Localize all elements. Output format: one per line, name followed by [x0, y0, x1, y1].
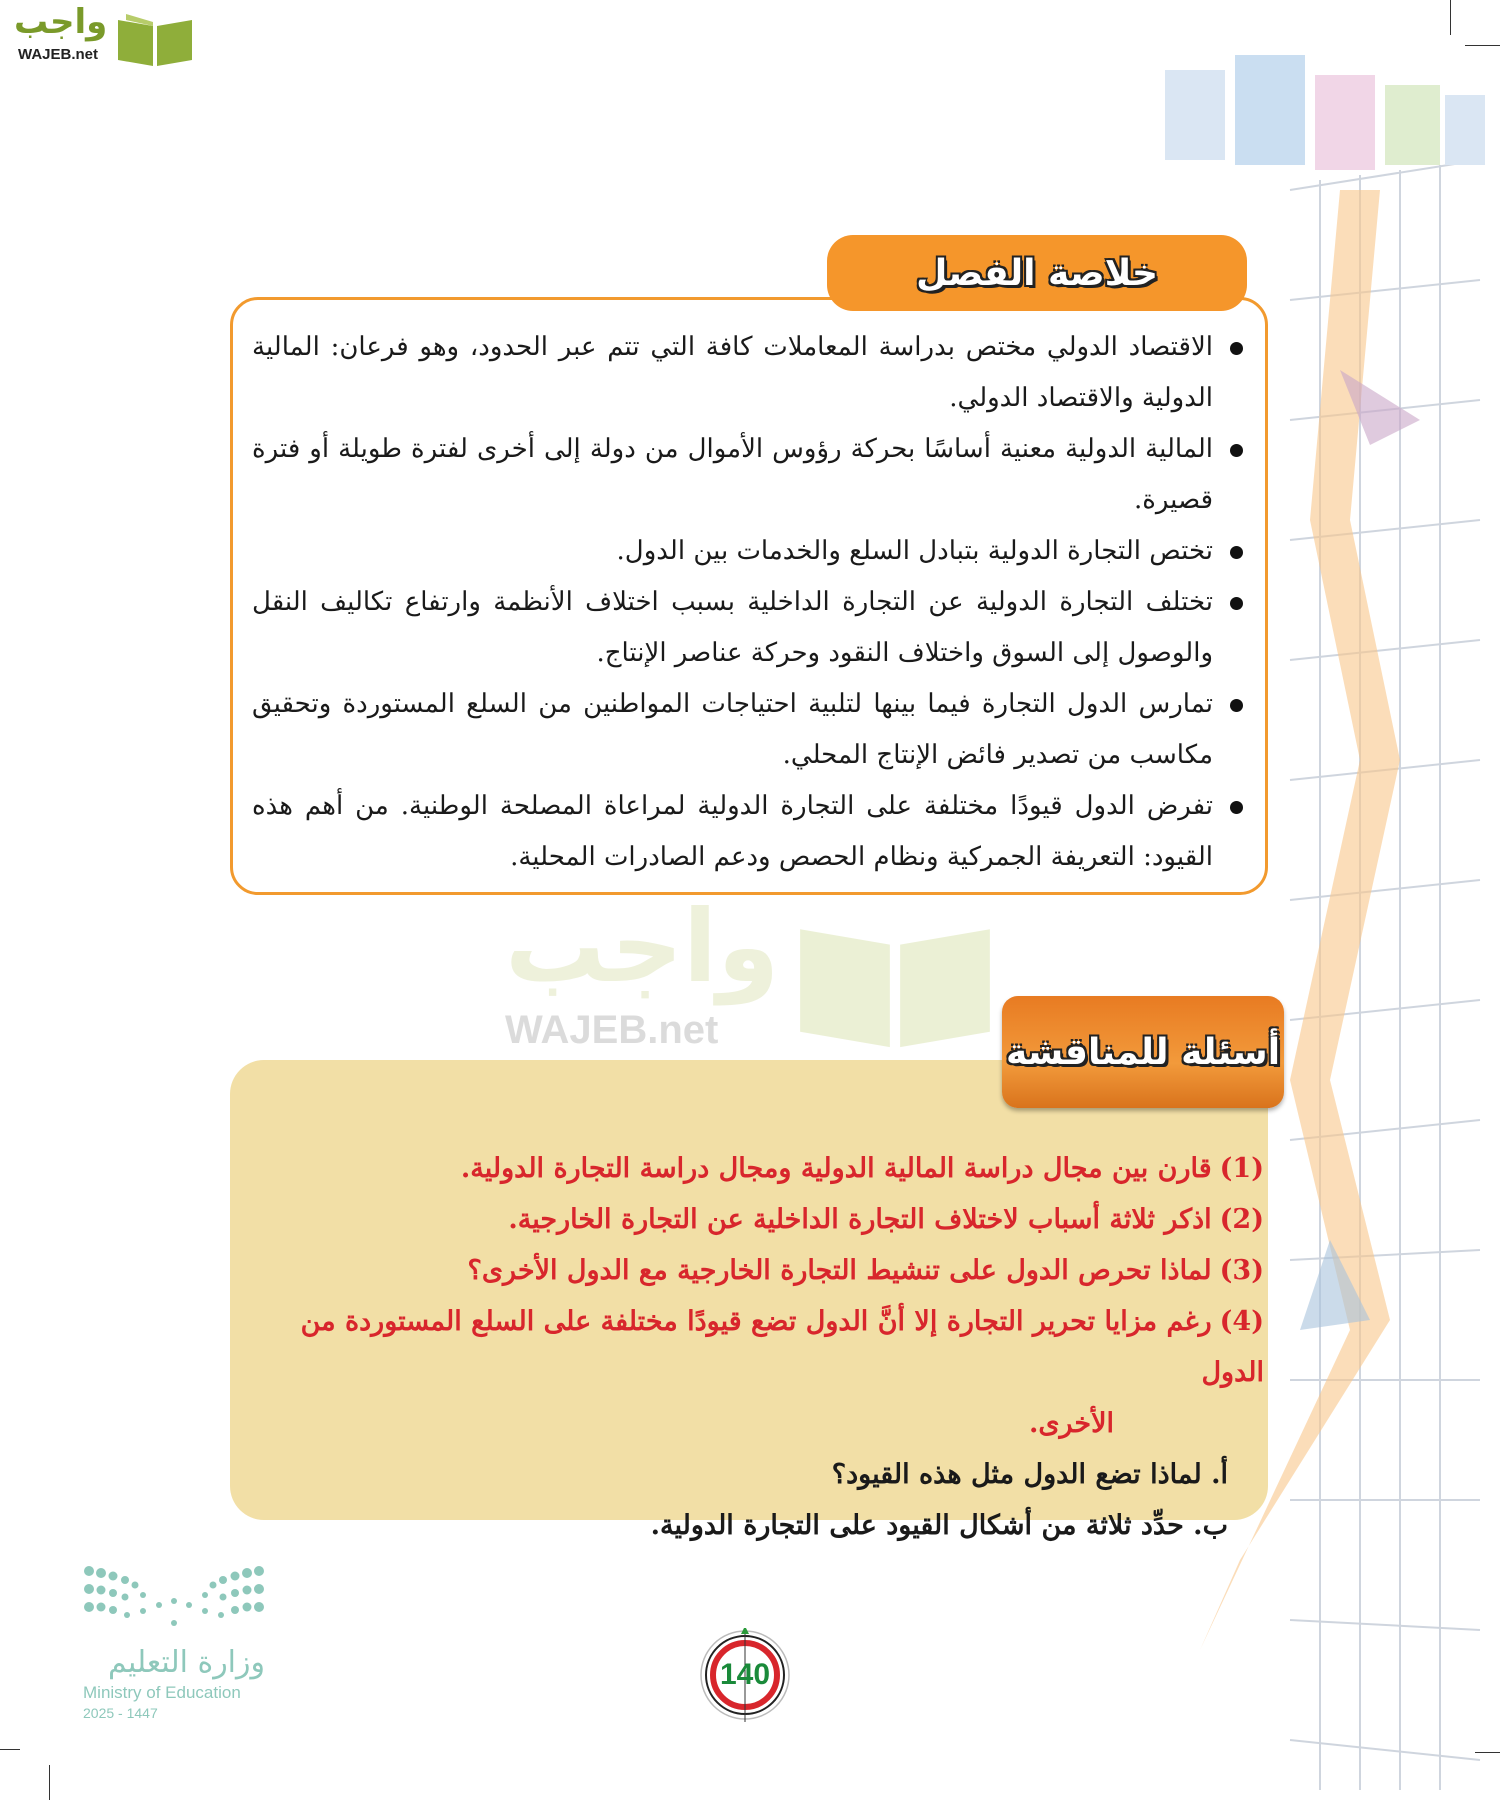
discussion-questions: [244, 1143, 1264, 1551]
question-text: لماذا تحرص الدول على تنشيط التجارة الخارجية مع الدول الأخرى؟: [467, 1255, 1212, 1286]
question-text: قارن بين مجال دراسة المالية الدولية ومجال دراسة التجارة الدولية.: [460, 1153, 1212, 1184]
question-text: اذكر ثلاثة أسباب لاختلاف التجارة الداخلية عن التجارة الخارجية.: [508, 1204, 1212, 1235]
summary-list: [252, 322, 1247, 883]
question-2: [244, 1194, 1264, 1245]
ministry-name-en: Ministry of Education: [83, 1683, 241, 1702]
summary-title: خلاصة الفصل: [916, 252, 1158, 294]
question-4: [244, 1296, 1264, 1398]
question-3: [244, 1245, 1264, 1296]
wajeb-logo-en: WAJEB.net: [18, 46, 99, 63]
question-1: [244, 1143, 1264, 1194]
sub-question-a: أ. لماذا تضع الدول مثل هذه القيود؟: [831, 1459, 1228, 1490]
summary-item: الاقتصاد الدولي مختص بدراسة المعاملات كافة التي تتم عبر الحدود، وهو فرعان: المالية الدولية والاقتصاد الدولي.: [252, 322, 1247, 424]
summary-item: تفرض الدول قيودًا مختلفة على التجارة الدولية لمراعاة المصلحة الوطنية. من أهم هذه القيود: التعريفة الجمركية ونظام الحصص ودعم الصادرات المحلية.: [252, 781, 1247, 883]
watermark-en: WAJEB.net: [505, 1008, 719, 1052]
ministry-year: 2025 - 1447: [83, 1705, 158, 1721]
sub-question-b: ب. حدِّد ثلاثة من أشكال القيود على التجارة الدولية.: [650, 1510, 1228, 1541]
crop-mark: [1465, 45, 1500, 46]
summary-item: تختص التجارة الدولية بتبادل السلع والخدمات بين الدول.: [252, 526, 1247, 577]
ministry-name-ar: وزارة التعليم: [107, 1645, 265, 1680]
discussion-title: أسئلة للمناقشة: [1005, 1031, 1281, 1073]
crop-mark: [49, 1765, 50, 1800]
summary-header: [827, 235, 1247, 311]
ministry-logo: [83, 1565, 273, 1725]
crop-mark: [1450, 0, 1451, 35]
question-number: (2): [1219, 1204, 1264, 1235]
wajeb-logo: [8, 2, 188, 66]
question-number: (1): [1219, 1153, 1264, 1184]
question-text: رغم مزايا تحرير التجارة إلا أنَّ الدول تضع قيودًا مختلفة على السلع المستوردة من الدول: [300, 1306, 1264, 1388]
book-icon: [116, 12, 194, 68]
summary-item: تختلف التجارة الدولية عن التجارة الداخلية بسبب اختلاف الأنظمة وارتفاع تكاليف النقل والوصول إلى السوق واختلاف النقود وحركة عناصر الإنتاج.: [252, 577, 1247, 679]
watermark-ar: واجب: [505, 888, 780, 1005]
page-number-badge: [698, 1628, 792, 1722]
question-number: (3): [1219, 1255, 1264, 1286]
ministry-dots-icon: [83, 1565, 265, 1637]
question-number: (4): [1219, 1306, 1264, 1337]
question-4-continued: الأخرى.: [1028, 1408, 1114, 1439]
crop-mark: [0, 1749, 20, 1750]
wajeb-logo-ar: واجب: [14, 2, 108, 42]
summary-item: تمارس الدول التجارة فيما بينها لتلبية احتياجات المواطنين من السلع المستوردة وتحقيق مكاسب من تصدير فائض الإنتاج المحلي.: [252, 679, 1247, 781]
page-number: 140: [719, 1658, 771, 1691]
discussion-header: [1002, 996, 1284, 1108]
watermark-book-icon: [795, 908, 995, 1053]
crop-mark: [1475, 1752, 1500, 1753]
watermark: [505, 888, 1005, 1058]
summary-item: المالية الدولية معنية أساسًا بحركة رؤوس الأموال من دولة إلى أخرى لفترة طويلة أو فترة قصيرة.: [252, 424, 1247, 526]
